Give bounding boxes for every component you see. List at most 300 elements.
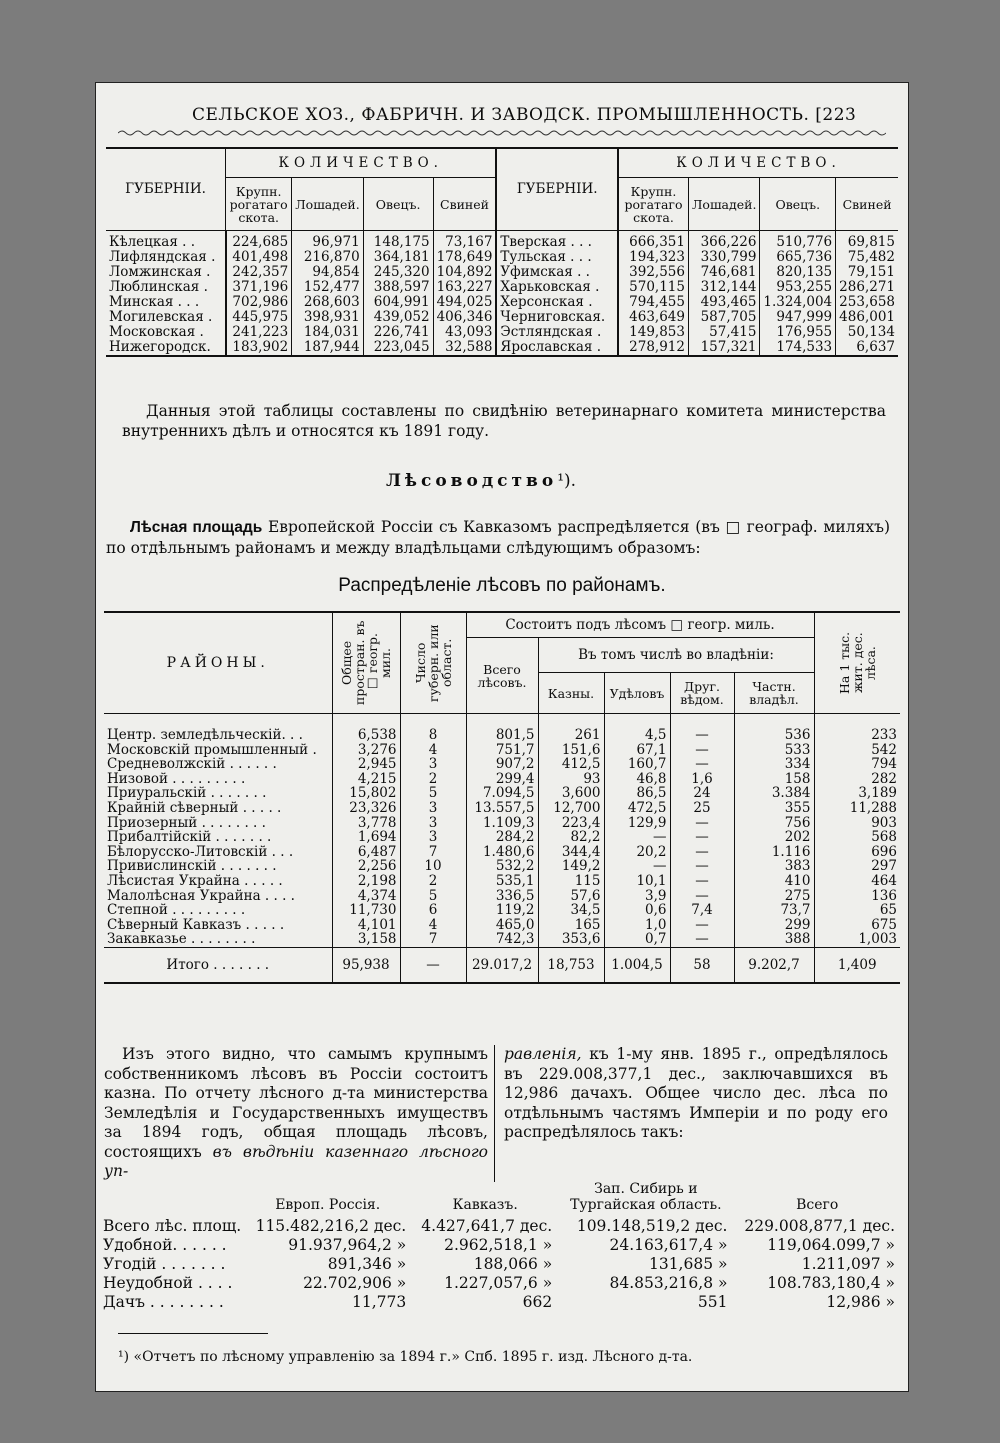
region-value: 93 [538,772,604,787]
region-row [104,932,900,947]
region-value: 3 [400,757,466,772]
livestock-value: 510,776 [760,231,836,251]
livestock-value: 69,815 [847,234,895,250]
region-value: 275 [734,889,814,904]
province-name: Тульская . . . [496,250,618,265]
region-value: 4,374 [332,889,400,904]
summary-header-blank [101,1180,243,1217]
region-value: 535,1 [466,874,538,889]
summary-value: 4.427,641,7 дес. [421,1217,553,1235]
col-header-ownership: Въ томъ числѣ во владѣніи: [538,638,814,673]
region-value: 73,7 [734,903,814,918]
livestock-value: 398,931 [292,310,363,325]
region-value: 903 [871,814,897,831]
summary-value: 84.853,216,8 » [609,1274,728,1292]
livestock-value: 388,597 [363,280,433,295]
total-value: 1.004,5 [604,947,670,983]
region-value: 412,5 [538,757,604,772]
region-row [104,757,900,772]
livestock-value: 73,167 [433,231,496,251]
livestock-value: 364,181 [363,250,433,265]
region-value: 6,538 [332,714,400,743]
forestry-intro [106,517,890,558]
region-value: 12,700 [538,801,604,816]
livestock-value: 149,853 [618,325,688,340]
summary-header-europe: Европ. Россія. [275,1197,381,1213]
livestock-value: 366,226 [688,231,759,251]
livestock-row [106,340,898,356]
region-name: Центр. земледѣльческій. . . [104,714,332,743]
region-value: 464 [871,872,897,889]
province-name: Херсонская . [496,295,618,310]
livestock-value: 178,649 [433,250,496,265]
region-value: 542 [871,741,897,758]
region-value: 2,198 [332,874,400,889]
region-value: 165 [538,918,604,933]
region-value: 794 [871,756,897,773]
forestry-intro-text: Европейской Россіи съ Кавказомъ распредѣляется (въ □ географ. миляхъ) по отдѣльнымъ районамъ и между владѣльцами слѣдующимъ образомъ: [106,518,890,557]
livestock-value: 187,944 [292,340,363,356]
livestock-value: 953,255 [760,280,836,295]
col-header-total-forest: Всего лѣсовъ. [466,638,538,714]
footnote-separator [118,1333,268,1334]
summary-value: 2.962,518,1 » [444,1236,553,1254]
region-name: Крайній сѣверный . . . . . [104,801,332,816]
region-name: Лѣсистая Украйна . . . . . [104,874,332,889]
region-row [104,830,900,845]
region-value: 3 [400,816,466,831]
region-value: 149,2 [538,859,604,874]
summary-row [101,1217,901,1236]
region-value: 6 [400,903,466,918]
region-row [104,801,900,816]
region-value: 261 [538,714,604,743]
region-value: 472,5 [604,801,670,816]
col-header-pigs: Свиней [836,178,898,231]
col-header-cattle: Крупн. рогатаго скота. [618,178,688,231]
summary-row [101,1236,901,1255]
livestock-value: 79,151 [847,264,895,280]
region-value: 46,8 [604,772,670,787]
province-name: Тверская . . . [496,231,618,251]
livestock-value: 242,357 [226,265,292,280]
region-value: 4 [400,918,466,933]
summary-value: 188,066 » [473,1255,553,1273]
region-value: 129,9 [604,816,670,831]
col-header-gubernii-right: ГУБЕРНІИ. [496,148,618,231]
region-value: 6,487 [332,845,400,860]
summary-row [101,1255,901,1274]
region-value: 8 [400,714,466,743]
col-header-cattle: Крупн. рогатаго скота. [226,178,292,231]
summary-value: 91.937,964,2 » [288,1236,407,1254]
region-row [104,918,900,933]
province-name: Эстляндская . [496,325,618,340]
region-value: 532,2 [466,859,538,874]
summary-header-total: Всего [796,1197,839,1213]
footnote-ref: ¹). [557,471,577,491]
livestock-value: 241,223 [226,325,292,340]
region-value: 3,600 [538,786,604,801]
region-name: Малолѣсная Украйна . . . . [104,889,332,904]
province-name: Могилевская . [106,310,226,325]
region-value: 3,778 [332,816,400,831]
region-value: 533 [734,743,814,758]
col-header-udel: Удѣловъ [604,673,670,714]
total-label: Итого . . . . . . . [104,947,332,983]
running-header [192,105,856,125]
col-header-sheep: Овецъ. [363,178,433,231]
region-value: 1.480,6 [466,845,538,860]
province-name: Ярославская . [496,340,618,356]
livestock-value: 286,271 [839,279,895,295]
col-header-gub-count: Число губерн. или област. [400,612,466,714]
livestock-value: 406,346 [433,310,496,325]
region-value: 344,4 [538,845,604,860]
summary-value: 11,773 [351,1293,407,1311]
region-value: 1,0 [604,918,670,933]
livestock-value: 401,498 [226,250,292,265]
livestock-value: 174,533 [760,340,836,356]
region-name: Степной . . . . . . . . . [104,903,332,918]
region-value: 11,288 [849,799,897,816]
livestock-row [106,265,898,280]
livestock-value: 820,135 [760,265,836,280]
region-row [104,874,900,889]
region-value: 1.116 [734,845,814,860]
region-row [104,714,900,743]
region-row [104,903,900,918]
region-value: 2,945 [332,757,400,772]
summary-value: 24.163,617,4 » [609,1236,728,1254]
right-column-text: къ 1-му янв. 1895 г., опредѣлялось въ 229.008,377,1 дес., заключавшихся въ 12,986 дачахъ. Общее число дес. лѣса по отдѣльнымъ частямъ Имперіи и по роду его распредѣлялось такъ: [504,1045,888,1141]
livestock-value: 570,115 [618,280,688,295]
summary-value: 12,986 » [826,1293,895,1311]
col-header-other: Друг. вѣдом. [670,673,734,714]
region-value: 297 [871,858,897,875]
region-name: Сѣверный Кавказъ . . . . . [104,918,332,933]
livestock-value: 183,902 [226,340,292,356]
region-name: Приуральскій . . . . . . . [104,786,332,801]
region-row [104,786,900,801]
region-name: Московскій промышленный . [104,743,332,758]
region-value: 355 [734,801,814,816]
region-value: 383 [734,859,814,874]
region-value: 82,2 [538,830,604,845]
region-value: 696 [871,843,897,860]
regions-table [104,611,900,984]
region-value: — [670,816,734,831]
col-header-kolichestvo-left: КОЛИЧЕСТВО. [226,148,497,178]
region-value: — [670,830,734,845]
region-value: 15,802 [332,786,400,801]
total-value: 1,409 [837,956,877,973]
region-value: 13.557,5 [466,801,538,816]
livestock-value: 493,465 [688,295,759,310]
region-value: 7 [400,932,466,947]
province-name: Люблинская . [106,280,226,295]
decorative-wavy-rule [118,129,886,137]
region-value: 742,3 [466,932,538,947]
region-name: Бѣлорусско-Литовскій . . . [104,845,332,860]
livestock-value: 268,603 [292,295,363,310]
summary-value: 108.783,180,4 » [767,1274,895,1292]
summary-label: Всего лѣс. площ. [103,1217,242,1235]
province-name: Минская . . . [106,295,226,310]
region-value: 1.109,3 [466,816,538,831]
region-value: — [670,845,734,860]
livestock-value: 57,415 [688,325,759,340]
region-value: 4 [400,743,466,758]
livestock-value: 665,736 [760,250,836,265]
running-header-title: СЕЛЬСКОЕ ХОЗ., ФАБРИЧН. И ЗАВОДСК. ПРОМЫШЛЕННОСТЬ. [192,105,810,125]
summary-value: 1.227,057,6 » [444,1274,553,1292]
livestock-row [106,280,898,295]
province-name: Ломжинская . [106,265,226,280]
summary-value: 229.008,877,1 дес. [744,1217,895,1235]
regions-table-title: Распредѣленіе лѣсовъ по районамъ. [338,575,666,596]
region-value: 10,1 [604,874,670,889]
region-value: 233 [871,727,897,743]
region-value: 7.094,5 [466,786,538,801]
region-value: 3,158 [332,932,400,947]
region-value: 24 [670,786,734,801]
total-row [104,947,900,983]
region-value: — [670,859,734,874]
livestock-value: 604,991 [363,295,433,310]
region-value: 336,5 [466,889,538,904]
livestock-value: 278,912 [618,340,688,356]
livestock-value: 794,455 [618,295,688,310]
region-value: 536 [734,714,814,743]
col-header-private: Частн. владѣл. [734,673,814,714]
region-value: 801,5 [466,714,538,743]
region-value: 119,2 [466,903,538,918]
col-header-pigs: Свиней [433,178,496,231]
region-value: 282 [871,770,897,787]
livestock-row [106,310,898,325]
total-value: 9.202,7 [734,947,814,983]
region-value: 7 [400,845,466,860]
region-value: — [670,918,734,933]
region-value: 151,6 [538,743,604,758]
region-value: — [670,889,734,904]
region-value: 907,2 [466,757,538,772]
summary-value: 891,346 » [327,1255,407,1273]
livestock-value: 947,999 [760,310,836,325]
section-heading [386,471,576,491]
livestock-value: 184,031 [292,325,363,340]
region-value: 34,5 [538,903,604,918]
livestock-value: 494,025 [433,295,496,310]
livestock-value: 50,134 [847,324,895,340]
summary-value: 22.702,906 » [303,1274,407,1292]
region-value: — [670,743,734,758]
region-value: 2,256 [332,859,400,874]
region-value: 756 [734,816,814,831]
region-value: 5 [400,786,466,801]
region-value: 25 [670,801,734,816]
summary-table [101,1180,901,1312]
region-value: — [670,932,734,947]
livestock-value: 486,001 [839,309,895,325]
livestock-value: 224,685 [226,231,292,251]
region-value: 334 [734,757,814,772]
summary-value: 115.482,216,2 дес. [255,1217,407,1235]
total-value: 29.017,2 [466,947,538,983]
region-value: 4,5 [604,714,670,743]
livestock-value: 330,799 [688,250,759,265]
region-value: 4,101 [332,918,400,933]
region-value: 568 [871,829,897,846]
livestock-value: 157,321 [688,340,759,356]
region-value: 5 [400,889,466,904]
region-row [104,859,900,874]
livestock-value: 32,588 [433,340,496,356]
region-value: 1,003 [814,932,900,947]
livestock-value: 152,477 [292,280,363,295]
summary-value: 551 [697,1293,728,1311]
region-value: 3,9 [604,889,670,904]
region-name: Низовой . . . . . . . . . [104,772,332,787]
livestock-value: 176,955 [760,325,836,340]
summary-row [101,1293,901,1312]
livestock-value: 371,196 [226,280,292,295]
province-name: Черниговская. [496,310,618,325]
region-value: 223,4 [538,816,604,831]
region-name: Привислинскій . . . . . . . [104,859,332,874]
region-value: 1,6 [670,772,734,787]
col-header-horses: Лошадей. [292,178,363,231]
province-name: Лифляндская . [106,250,226,265]
region-value: 4,215 [332,772,400,787]
total-value: 18,753 [538,947,604,983]
region-value: 353,6 [538,932,604,947]
region-value: 284,2 [466,830,538,845]
text-column-right [504,1045,888,1143]
col-header-sheep: Овецъ. [760,178,836,231]
region-value: 57,6 [538,889,604,904]
livestock-value: 666,351 [618,231,688,251]
province-name: Нижегородск. [106,340,226,356]
summary-value: 662 [522,1293,553,1311]
livestock-value: 194,323 [618,250,688,265]
region-value: 158 [734,772,814,787]
region-name: Средневолжскій . . . . . . [104,757,332,772]
section-title: Лѣсоводство [386,471,558,491]
livestock-value: 96,971 [292,231,363,251]
livestock-value: 253,658 [839,294,895,310]
livestock-value: 104,892 [433,265,496,280]
left-column-text: Изъ этого видно, что самымъ крупнымъ собственникомъ лѣсовъ въ Россіи состоитъ казна. По отчету лѣсного д-та министерства Земледѣлія и Государственныхъ имуществъ за 1894 годъ, общая площадь лѣсовъ, состоящихъ [104,1045,488,1161]
total-value: 58 [670,947,734,983]
region-row [104,816,900,831]
livestock-value: 163,227 [433,280,496,295]
livestock-value: 312,144 [688,280,759,295]
region-value: 10 [400,859,466,874]
livestock-value: 94,854 [292,265,363,280]
region-value: 3,189 [858,785,897,802]
region-value: — [604,859,670,874]
summary-value: 109.148,519,2 дес. [576,1217,728,1235]
livestock-row [106,295,898,310]
region-value: 3,276 [332,743,400,758]
col-header-treasury: Казны. [538,673,604,714]
region-value: — [604,830,670,845]
livestock-row [106,231,898,251]
forestry-intro-bold: Лѣсная площадь [130,519,263,536]
left-column-italic: въ вѣдѣніи казеннаго лѣсного уп- [104,1142,488,1180]
region-value: 388 [734,932,814,947]
total-value: — [400,947,466,983]
region-value: 0,6 [604,903,670,918]
col-header-gubernii-left: ГУБЕРНІИ. [106,148,226,231]
summary-header-caucasus: Кавказъ. [452,1197,518,1213]
livestock-value: 445,975 [226,310,292,325]
region-value: 299,4 [466,772,538,787]
region-value: 1,694 [332,830,400,845]
region-value: 751,7 [466,743,538,758]
region-value: 3.384 [734,786,814,801]
region-value: 11,730 [332,903,400,918]
region-name: Прибалтійскій . . . . . . . [104,830,332,845]
summary-label: Удобной. . . . . . [103,1236,227,1254]
region-value: 202 [734,830,814,845]
livestock-value: 746,681 [688,265,759,280]
livestock-value: 702,986 [226,295,292,310]
region-value: 7,4 [670,903,734,918]
region-value: 160,7 [604,757,670,772]
summary-label: Дачъ . . . . . . . . [103,1293,224,1311]
summary-value: 1.211,097 » [801,1255,895,1273]
region-value: 3 [400,830,466,845]
book-page [95,82,909,1392]
region-value: 136 [871,887,897,904]
region-row [104,889,900,904]
province-name: Уфимская . . [496,265,618,280]
text-column-left [104,1045,495,1182]
region-value: 115 [538,874,604,889]
region-value: 86,5 [604,786,670,801]
region-value: 65 [879,902,897,919]
page-number: [223 [815,105,857,125]
col-header-per-1000: На 1 тыс. жит. дес. лѣса. [814,612,900,714]
summary-header-siberia: Зап. Сибирь и Тургайская область. [570,1181,722,1213]
livestock-value: 226,741 [363,325,433,340]
col-header-rayony: РАЙОНЫ. [104,612,332,714]
livestock-value: 1.324,004 [760,295,836,310]
col-header-kolichestvo-right: КОЛИЧЕСТВО. [618,148,898,178]
total-value: 95,938 [332,947,400,983]
region-name: Приозерный . . . . . . . . [104,816,332,831]
region-value: 299 [734,918,814,933]
livestock-value: 392,556 [618,265,688,280]
summary-label: Угодій . . . . . . . [103,1255,226,1273]
summary-row [101,1274,901,1293]
col-header-area: Общее простран. въ □ геогр. мил. [332,612,400,714]
region-row [104,845,900,860]
region-row [104,743,900,758]
region-name: Закавказье . . . . . . . . [104,932,332,947]
region-value: 67,1 [604,743,670,758]
region-value: 2 [400,874,466,889]
region-value: 23,326 [332,801,400,816]
livestock-value: 6,637 [856,339,895,355]
livestock-value: 439,052 [363,310,433,325]
region-value: 2 [400,772,466,787]
livestock-value: 43,093 [433,325,496,340]
summary-label: Неудобной . . . . [103,1274,233,1292]
